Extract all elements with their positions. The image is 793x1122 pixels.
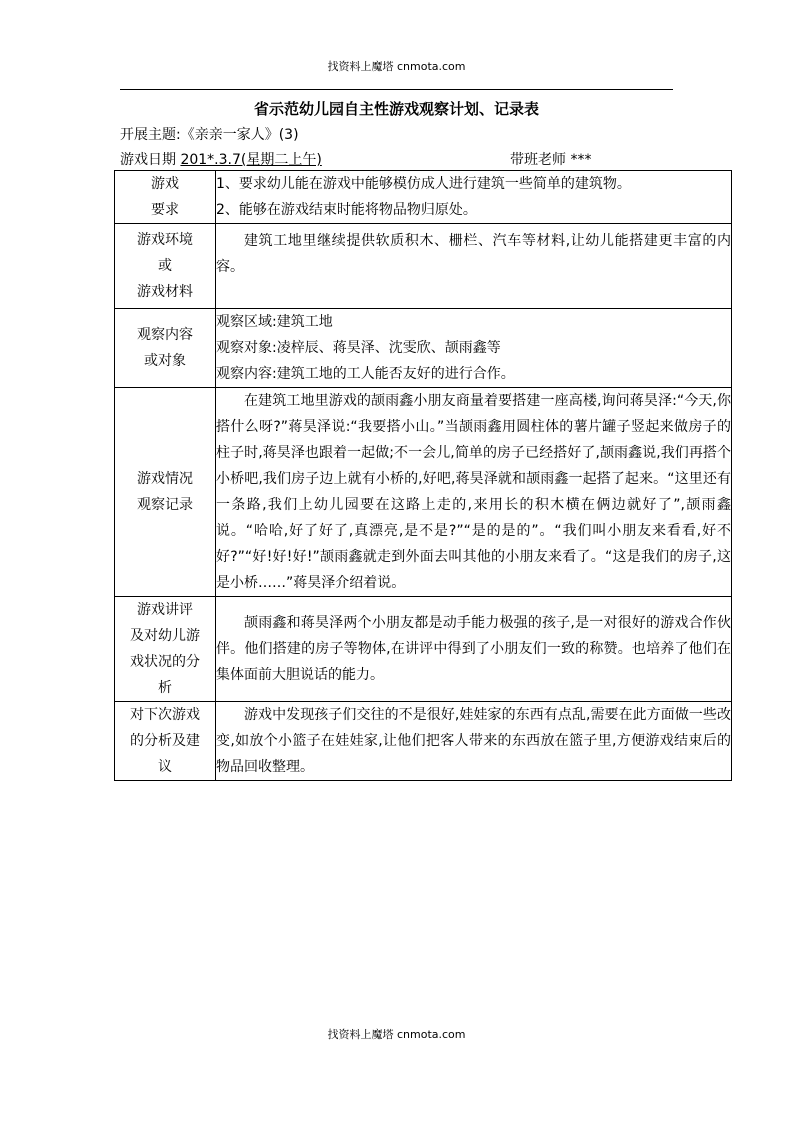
content-paragraph: 建筑工地里继续提供软质积木、栅栏、汽车等材料,让幼儿能搭建更丰富的内容。 (216, 233, 731, 275)
label-line: 游戏情况 (137, 471, 193, 487)
row-label-evaluation (115, 597, 216, 702)
row-label-next-suggestions (115, 702, 216, 781)
row-content-observation-record (216, 388, 732, 597)
table-row (115, 224, 732, 309)
label-line: 议 (158, 759, 172, 775)
row-label-observation-record (115, 388, 216, 597)
label-line: 或对象 (144, 353, 186, 369)
label-line: 观察内容 (137, 327, 193, 343)
row-content-evaluation (216, 597, 732, 702)
footer-site-note: 找资料上魔塔 cnmota.com (327, 1028, 466, 1041)
content-paragraph: 游戏中发现孩子们交往的不是很好,娃娃家的东西有点乱,需要在此方面做一些改变,如放个小篮子在娃娃家,让他们把客人带来的东西放在篮子里,方便游戏结束后的物品回收整理。 (216, 707, 731, 775)
row-label-observation-target (115, 309, 216, 388)
content-line: 观察内容:建筑工地的工人能否友好的进行合作。 (216, 366, 515, 382)
label-line: 要求 (151, 202, 179, 218)
label-line: 游戏 (151, 176, 179, 192)
content-paragraph: 颉雨鑫和蒋昊泽两个小朋友都是动手能力极强的孩子,是一对很好的游戏合作伙伴。他们搭建的房子等物体,在讲评中得到了小朋友们一致的称赞。也培养了他们在集体面前大胆说话的能力。 (216, 615, 731, 683)
label-line: 游戏讲评 (137, 602, 193, 618)
table-row (115, 309, 732, 388)
header-divider (120, 89, 673, 90)
label-line: 析 (158, 680, 172, 696)
game-date-line (120, 149, 322, 169)
content-line: 观察区域:建筑工地 (216, 314, 333, 330)
teacher-field: 带班老师 *** (510, 152, 592, 168)
label-line: 观察记录 (137, 497, 193, 513)
row-content-requirements (216, 171, 732, 224)
label-line: 或 (158, 258, 172, 274)
row-content-next-suggestions (216, 702, 732, 781)
row-label-requirements (115, 171, 216, 224)
observation-record-table (114, 170, 732, 781)
label-line: 游戏材料 (137, 284, 193, 300)
theme-line: 开展主题:《亲亲一家人》(3) (120, 127, 299, 143)
label-line: 及对幼儿游 (130, 628, 200, 644)
table-row (115, 597, 732, 702)
content-line: 观察对象:凌梓辰、蒋昊泽、沈雯欣、颉雨鑫等 (216, 340, 501, 356)
label-line: 戏状况的分 (130, 654, 200, 670)
label-line: 对下次游戏 (130, 707, 200, 723)
document-title: 省示范幼儿园自主性游戏观察计划、记录表 (253, 100, 539, 118)
row-content-observation-target (216, 309, 732, 388)
table-row (115, 171, 732, 224)
content-paragraph: 在建筑工地里游戏的颉雨鑫小朋友商量着要搭建一座高楼,询问蒋昊泽:“今天,你搭什么呀?”蒋昊泽说:“我要搭小山。”当颉雨鑫用圆柱体的薯片罐子竖起来做房子的柱子时,蒋昊泽也跟着一起做;不一会儿,简单的房子已经搭好了,颉雨鑫说,我们再搭个小桥吧,我们房子边上就有小桥的,好吧,蒋昊泽就和颉雨鑫一起搭了起来。“这里还有一条路,我们上幼儿园要在这路上走的,来用长的积木横在俩边就好了”,颉雨鑫说。“哈哈,好了好了,真漂亮,是不是?”“是的是的”。“我们叫小朋友来看看,好不好?”“好!好!好!”颉雨鑫就走到外面去叫其他的小朋友来看了。“这是我们的房子,这是小桥……”蒋昊泽介绍着说。 (216, 393, 731, 591)
label-line: 的分析及建 (130, 733, 200, 749)
row-content-environment (216, 224, 732, 309)
game-date-label: 游戏日期 (120, 152, 176, 168)
header-site-note: 找资料上魔塔 cnmota.com (327, 60, 466, 73)
row-label-environment (115, 224, 216, 309)
content-line: 1、要求幼儿能在游戏中能够模仿成人进行建筑一些简单的建筑物。 (216, 176, 631, 192)
content-line: 2、能够在游戏结束时能将物品物归原处。 (216, 202, 477, 218)
table-row (115, 388, 732, 597)
game-date-value: 201*.3.7(星期二上午) (180, 152, 322, 168)
label-line: 游戏环境 (137, 232, 193, 248)
table-row (115, 702, 732, 781)
